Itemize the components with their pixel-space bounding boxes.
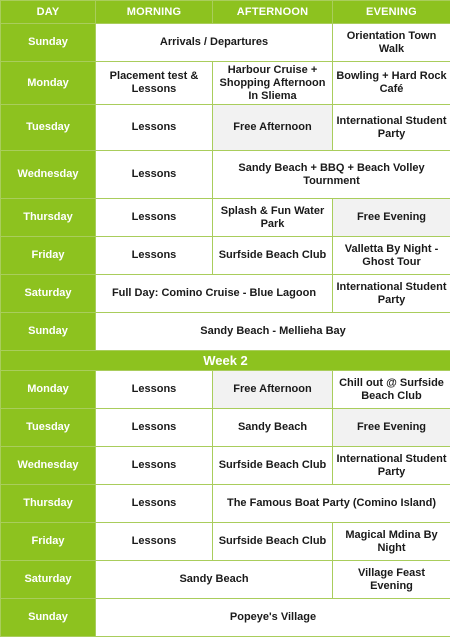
day-cell: Monday xyxy=(1,371,96,409)
header-afternoon: AFTERNOON xyxy=(213,1,333,24)
table-row xyxy=(1,371,450,409)
activity-cell: Full Day: Comino Cruise - Blue Lagoon xyxy=(96,275,333,313)
activity-cell: Surfside Beach Club xyxy=(213,237,333,275)
activity-cell: Surfside Beach Club xyxy=(213,523,333,561)
header-morning: MORNING xyxy=(96,1,213,24)
day-cell: Saturday xyxy=(1,561,96,599)
activity-cell: Chill out @ Surfside Beach Club xyxy=(333,371,450,409)
table-row xyxy=(1,313,450,351)
table-row xyxy=(1,105,450,151)
header-row xyxy=(1,1,450,24)
day-cell: Thursday xyxy=(1,485,96,523)
activity-cell: International Student Party xyxy=(333,447,450,485)
header-day: DAY xyxy=(1,1,96,24)
activity-cell: Splash & Fun Water Park xyxy=(213,199,333,237)
activity-cell: Lessons xyxy=(96,237,213,275)
table-row xyxy=(1,409,450,447)
table-row xyxy=(1,62,450,105)
day-cell: Friday xyxy=(1,237,96,275)
table-row xyxy=(1,275,450,313)
activity-cell: Sandy Beach xyxy=(96,561,333,599)
activity-cell: Arrivals / Departures xyxy=(96,24,333,62)
day-cell: Monday xyxy=(1,62,96,105)
activity-cell: International Student Party xyxy=(333,105,450,151)
table-row xyxy=(1,151,450,199)
day-cell: Wednesday xyxy=(1,447,96,485)
activity-cell: Sandy Beach xyxy=(213,409,333,447)
activity-cell: The Famous Boat Party (Comino Island) xyxy=(213,485,450,523)
activity-cell: Lessons xyxy=(96,485,213,523)
activity-cell: Free Evening xyxy=(333,199,450,237)
activity-cell: Harbour Cruise + Shopping Afternoon In Sliema xyxy=(213,62,333,105)
day-cell: Saturday xyxy=(1,275,96,313)
activity-cell: Valletta By Night - Ghost Tour xyxy=(333,237,450,275)
header-evening: EVENING xyxy=(333,1,450,24)
activity-cell: Placement test & Lessons xyxy=(96,62,213,105)
activity-cell: Surfside Beach Club xyxy=(213,447,333,485)
activity-cell: Free Afternoon xyxy=(213,105,333,151)
day-cell: Thursday xyxy=(1,199,96,237)
day-cell: Sunday xyxy=(1,313,96,351)
table-row xyxy=(1,599,450,637)
table-row xyxy=(1,237,450,275)
day-cell: Tuesday xyxy=(1,409,96,447)
table-row xyxy=(1,485,450,523)
week-divider-row xyxy=(1,351,450,371)
table-row xyxy=(1,24,450,62)
activity-cell: Lessons xyxy=(96,105,213,151)
activity-cell: Village Feast Evening xyxy=(333,561,450,599)
activity-cell: Lessons xyxy=(96,371,213,409)
table-row xyxy=(1,199,450,237)
table-row xyxy=(1,447,450,485)
day-cell: Sunday xyxy=(1,24,96,62)
activity-cell: Lessons xyxy=(96,523,213,561)
table-row xyxy=(1,523,450,561)
table-row xyxy=(1,561,450,599)
activity-cell: Orientation Town Walk xyxy=(333,24,450,62)
day-cell: Wednesday xyxy=(1,151,96,199)
activity-cell: Sandy Beach - Mellieha Bay xyxy=(96,313,450,351)
activity-cell: Lessons xyxy=(96,447,213,485)
activity-cell: Lessons xyxy=(96,199,213,237)
activity-cell: Free Afternoon xyxy=(213,371,333,409)
day-cell: Friday xyxy=(1,523,96,561)
activity-cell: International Student Party xyxy=(333,275,450,313)
activity-cell: Free Evening xyxy=(333,409,450,447)
activity-cell: Lessons xyxy=(96,409,213,447)
day-cell: Sunday xyxy=(1,599,96,637)
activity-cell: Bowling + Hard Rock Café xyxy=(333,62,450,105)
activity-cell: Sandy Beach + BBQ + Beach Volley Tournment xyxy=(213,151,450,199)
week-2-label: Week 2 xyxy=(1,351,450,371)
activity-cell: Magical Mdina By Night xyxy=(333,523,450,561)
day-cell: Tuesday xyxy=(1,105,96,151)
activity-cell: Lessons xyxy=(96,151,213,199)
activity-cell: Popeye's Village xyxy=(96,599,450,637)
